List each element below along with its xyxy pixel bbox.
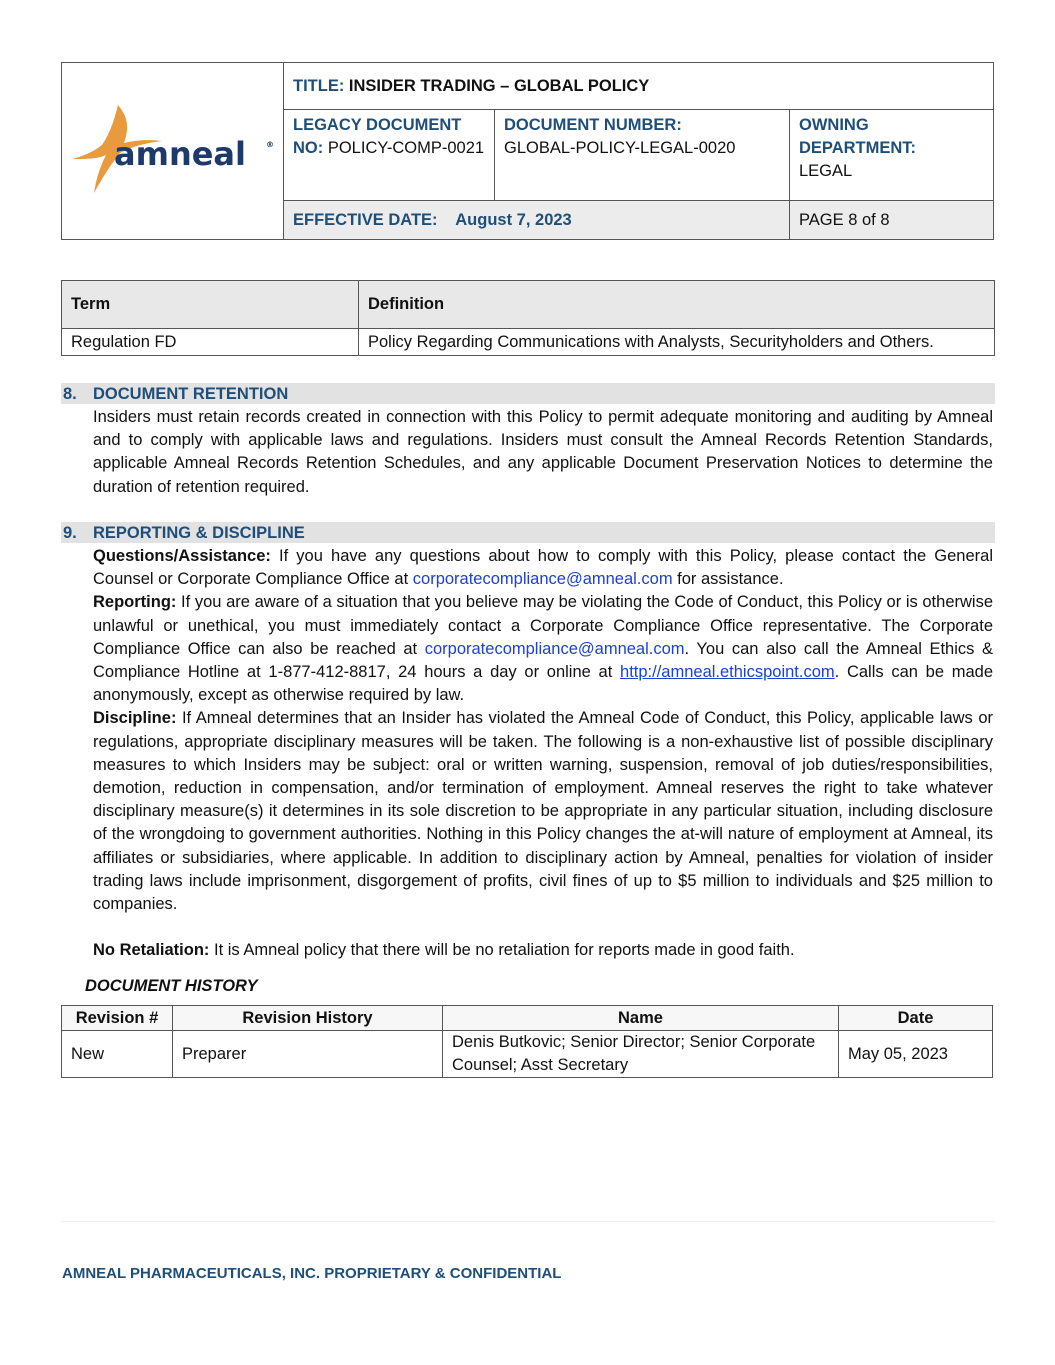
questions-paragraph — [93, 545, 993, 591]
section-8-heading — [61, 383, 995, 404]
section-title: REPORTING & DISCIPLINE — [93, 524, 305, 542]
section-8-body — [93, 406, 993, 499]
questions-text: If you have any questions about how to comply with this Policy, please contact the General Counsel or Corporate Compliance Office at — [93, 547, 993, 589]
compliance-email-link[interactable]: corporatecompliance@amneal.com — [412, 570, 673, 589]
section-number: 9. — [63, 524, 77, 542]
effective-date: August 7, 2023 — [455, 210, 572, 229]
terms-header-definition: Definition — [359, 281, 995, 329]
legacy-number: POLICY-COMP-0021 — [327, 139, 485, 157]
discipline-text: If Amneal determines that an Insider has violated the Amneal Code of Conduct, this Policy, applicable laws or regulations, appropriate disciplinary measures will be taken. The following is a non-exhaustive list of possible disciplinary measures to which Insiders may be subject: oral or written warning, suspension, removal of job duties/responsibilities, demotion, reduction in compensation, and/or termination of employment. Amneal reserves the right to take whatever disciplinary measure(s) it determines in its sole discretion to be appropriate in any particular situation, including disclosure of the wrongdoing to government authorities. Nothing in this Policy changes the at-will nature of employment at Amneal, its affiliates or subsidiaries, where applicable. In addition to disciplinary action by Amneal, penalties for violation of insider trading laws include imprisonment, disgorgement of profits, civil fines of up to $5 million to individuals and $25 million to companies. — [93, 709, 993, 914]
owning-label: OWNING — [799, 116, 869, 134]
docnum-label: DOCUMENT NUMBER: — [504, 116, 682, 134]
reporting-label: Reporting: — [93, 593, 177, 612]
title-cell — [284, 63, 994, 110]
amneal-logo — [70, 103, 276, 195]
questions-text-end: for assistance. — [672, 570, 784, 589]
revision-history-cell: Preparer — [173, 1031, 443, 1078]
retaliation-text: It is Amneal policy that there will be no retaliation for reports made in good faith. — [209, 941, 795, 960]
legacy-cell — [284, 110, 495, 201]
document-history-title: DOCUMENT HISTORY — [85, 977, 258, 995]
owning-label-2: DEPARTMENT: — [799, 139, 917, 157]
reporting-text: If you are aware of a situation that you believe may be violating the Code of Conduct, this Policy or is otherwise unlawful or unethical, you must immediately contact a Corporate Compliance Office representative. The Corporate Compliance Office can also be reached at — [93, 593, 993, 658]
retaliation-paragraph — [93, 939, 993, 962]
section-9-body — [93, 545, 993, 962]
history-header-revision-history: Revision History — [173, 1006, 443, 1031]
name-cell: Denis Butkovic; Senior Director; Senior Corporate Counsel; Asst Secretary — [443, 1031, 839, 1078]
svg-text:®: ® — [265, 139, 274, 149]
reporting-text-3: . Calls can be made anonymously, except as otherwise required by law. — [93, 663, 993, 705]
effective-label: EFFECTIVE DATE: — [293, 210, 438, 229]
section-number: 8. — [63, 385, 77, 403]
document-title: INSIDER TRADING – GLOBAL POLICY — [348, 76, 650, 95]
footer-text: AMNEAL PHARMACEUTICALS, INC. PROPRIETARY & CONFIDENTIAL — [62, 1265, 562, 1282]
page-number: PAGE 8 of 8 — [790, 201, 994, 240]
owning-cell — [790, 110, 994, 201]
ethicspoint-link[interactable]: http://amneal.ethicspoint.com — [620, 663, 835, 682]
section-title: DOCUMENT RETENTION — [93, 385, 289, 403]
section-9-heading — [61, 522, 995, 543]
definition-cell: Policy Regarding Communications with Analysts, Securityholders and Others. — [359, 329, 995, 356]
title-label: TITLE: — [293, 76, 345, 95]
reporting-paragraph — [93, 591, 993, 707]
table-row — [62, 329, 995, 356]
terms-header-term: Term — [62, 281, 359, 329]
retention-paragraph: Insiders must retain records created in connection with this Policy to permit adequate monitoring and auditing by Amneal and to comply with applicable laws and regulations. Insiders must consult the Amneal Records Retention Standards, applicable Amneal Records Retention Schedules, and any applicable Document Preservation Notices to determine the duration of retention required. — [93, 408, 993, 496]
legacy-label: LEGACY DOCUMENT — [293, 116, 462, 134]
legacy-label-no: NO: — [293, 139, 324, 157]
document-number: GLOBAL-POLICY-LEGAL-0020 — [504, 139, 736, 157]
logo-text: amneal — [113, 134, 246, 173]
owning-department: LEGAL — [799, 162, 853, 180]
retaliation-label: No Retaliation: — [93, 941, 210, 960]
terms-table — [61, 280, 995, 356]
revision-cell: New — [62, 1031, 173, 1078]
discipline-label: Discipline: — [93, 709, 177, 728]
term-cell: Regulation FD — [62, 329, 359, 356]
history-header-date: Date — [839, 1006, 993, 1031]
discipline-paragraph — [93, 707, 993, 916]
date-cell: May 05, 2023 — [839, 1031, 993, 1078]
table-row — [62, 1031, 993, 1078]
docnum-cell — [495, 110, 790, 201]
questions-label: Questions/Assistance: — [93, 547, 271, 565]
footer-divider — [61, 1221, 995, 1222]
reporting-text-2: . You can also call the Amneal Ethics & Compliance Hotline at 1-877-412-8817, 24 hours a day or online at — [93, 639, 993, 682]
document-history-table — [61, 1005, 993, 1078]
logo-cell — [62, 63, 284, 240]
effective-date-cell — [284, 201, 790, 240]
compliance-email-link[interactable]: corporatecompliance@amneal.com — [424, 639, 685, 658]
document-header — [61, 62, 994, 240]
history-header-name: Name — [443, 1006, 839, 1031]
history-header-revision: Revision # — [62, 1006, 173, 1031]
